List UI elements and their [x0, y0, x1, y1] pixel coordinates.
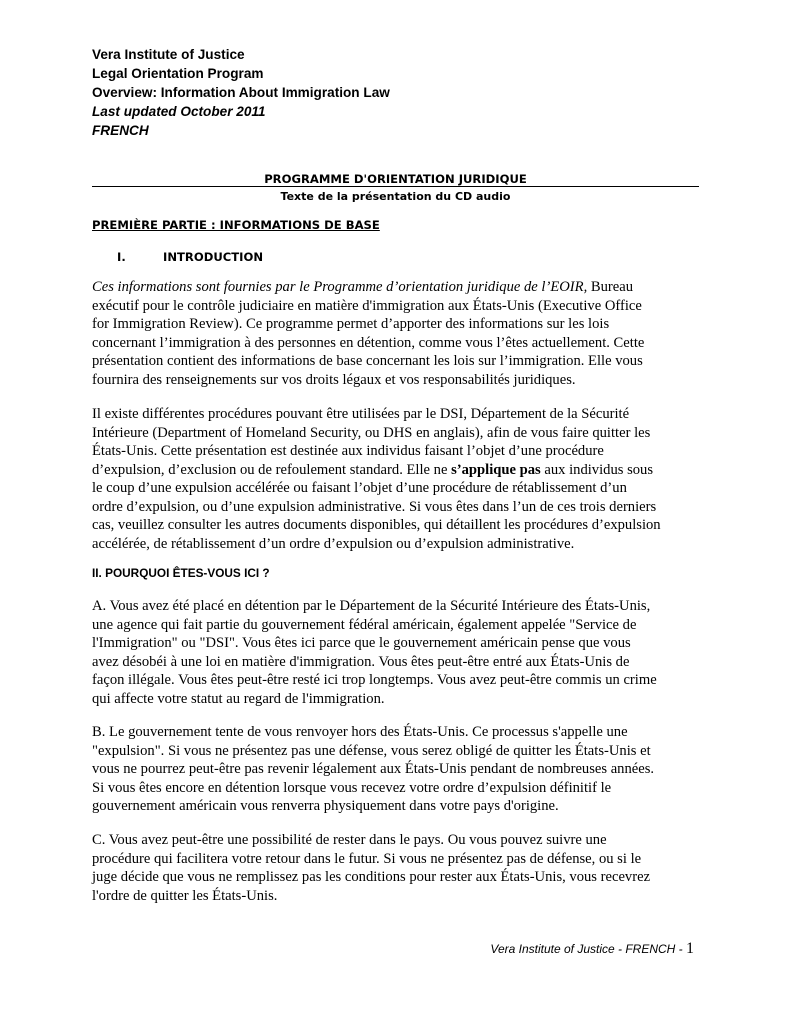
text-line: gouvernement américain vous renverra physiquement dans votre pays d'origine.	[92, 798, 559, 814]
paragraph-b	[92, 723, 704, 816]
header-program: Legal Orientation Program	[92, 66, 264, 81]
intro-paragraph-2	[92, 405, 704, 553]
text-line: exécutif pour le contrôle judiciaire en matière d'immigration aux États-Unis (Executive Office	[92, 297, 642, 314]
text-line: concernant l’immigration à des personnes en détention, comme vous l’êtes actuellement. Cette	[92, 334, 645, 351]
header-language: FRENCH	[92, 123, 149, 138]
footer-text: Vera Institute of Justice - FRENCH -	[490, 942, 686, 956]
text-line: fournira des renseignements sur vos droits légaux et vos responsabilités juridiques.	[92, 371, 576, 388]
text-line: qui affecte votre statut au regard de l'immigration.	[92, 690, 385, 707]
text-line: États-Unis. Cette présentation est destinée aux individus faisant l’objet d’une procédure	[92, 443, 604, 459]
text-line: vous ne pourrez peut-être pas revenir légalement aux États-Unis pendant de nombreuses années.	[92, 761, 655, 777]
section1-title: INTRODUCTION	[163, 250, 264, 264]
emphasis-text: s’applique pas	[451, 461, 541, 478]
document-header	[92, 45, 390, 140]
text-line: façon illégale. Vous êtes peut-être resté ici trop longtemps. Vous avez peut-être commis un crime	[92, 672, 657, 688]
page-footer	[490, 940, 694, 958]
text-line: Intérieure (Department of Homeland Security, ou DHS en anglais), afin de vous faire quitter les	[92, 424, 651, 441]
text-line: avez désobéi à une loi en matière d'immigration. Vous êtes peut-être entré aux États-Unis de	[92, 653, 630, 670]
text-line: cas, veuillez consulter les autres documents disponibles, qui détaillent les procédures d’expulsion	[92, 517, 661, 533]
text-line	[92, 278, 704, 297]
intro-paragraph-1	[92, 278, 704, 389]
text-line: l'Immigration" ou "DSI". Vous êtes ici parce que le gouvernement américain pense que vous	[92, 635, 631, 651]
title-divider	[92, 186, 699, 187]
text-line: présentation contient des informations de base concernant les lois sur l’immigration. Elle vous	[92, 353, 643, 369]
paragraph-a	[92, 597, 704, 708]
header-updated: Last updated October 2011	[92, 104, 266, 119]
document-title: PROGRAMME D'ORIENTATION JURIDIQUE	[264, 172, 527, 186]
text-line	[92, 461, 704, 480]
text-fragment: Bureau	[587, 279, 634, 295]
text-line: "expulsion". Si vous ne présentez pas une défense, vous serez obligé de quitter les États-Unis et	[92, 742, 651, 759]
text-line: for Immigration Review). Ce programme permet d’apporter des informations sur les lois	[92, 316, 610, 332]
text-line: B. Le gouvernement tente de vous renvoyer hors des États-Unis. Ce processus s'appelle une	[92, 724, 628, 740]
text-line: Si vous êtes encore en détention lorsque vous recevez votre ordre d’expulsion définitif le	[92, 779, 612, 796]
section1-number: I.	[117, 250, 126, 264]
text-line: le coup d’une expulsion accélérée ou faisant l’objet d’une procédure de rétablissement d’un	[92, 480, 627, 496]
page-number: 1	[686, 940, 694, 957]
text-fragment: aux individus sous	[540, 461, 654, 478]
text-line: l'ordre de quitter les États-Unis.	[92, 887, 278, 904]
text-line: accélérée, de rétablissement d’un ordre d’expulsion ou d’expulsion administrative.	[92, 535, 575, 552]
program-italic-phrase: Ces informations sont fournies par le Programme d’orientation juridique de l’EOIR,	[92, 279, 588, 295]
text-line: C. Vous avez peut-être une possibilité de rester dans le pays. Ou vous pouvez suivre une	[92, 832, 607, 848]
text-line: ordre d’expulsion, ou d’une expulsion administrative. Si vous êtes dans l’un de ces trois derniers	[92, 498, 657, 515]
text-line: juge décide que vous ne remplissez pas les conditions pour rester aux États-Unis, vous recevrez	[92, 869, 651, 885]
section2-heading: II. POURQUOI ÊTES-VOUS ICI ?	[92, 566, 270, 580]
part-heading: PREMIÈRE PARTIE : INFORMATIONS DE BASE	[92, 218, 380, 232]
text-line: Il existe différentes procédures pouvant être utilisées par le DSI, Département de la Sécurité	[92, 406, 630, 422]
header-overview: Overview: Information About Immigration Law	[92, 85, 390, 100]
document-subtitle: Texte de la présentation du CD audio	[280, 190, 511, 203]
text-line: procédure qui facilitera votre retour dans le futur. Si vous ne présentez pas de défense, ou si le	[92, 850, 642, 867]
text-line: A. Vous avez été placé en détention par le Département de la Sécurité Intérieure des États-Unis,	[92, 598, 651, 614]
text-fragment: d’expulsion, d’exclusion ou de refoulement standard. Elle ne	[92, 461, 452, 478]
text-line: une agence qui fait partie du gouvernement fédéral américain, également appelée "Service de	[92, 616, 637, 633]
paragraph-c	[92, 831, 704, 905]
header-organization: Vera Institute of Justice	[92, 47, 245, 62]
